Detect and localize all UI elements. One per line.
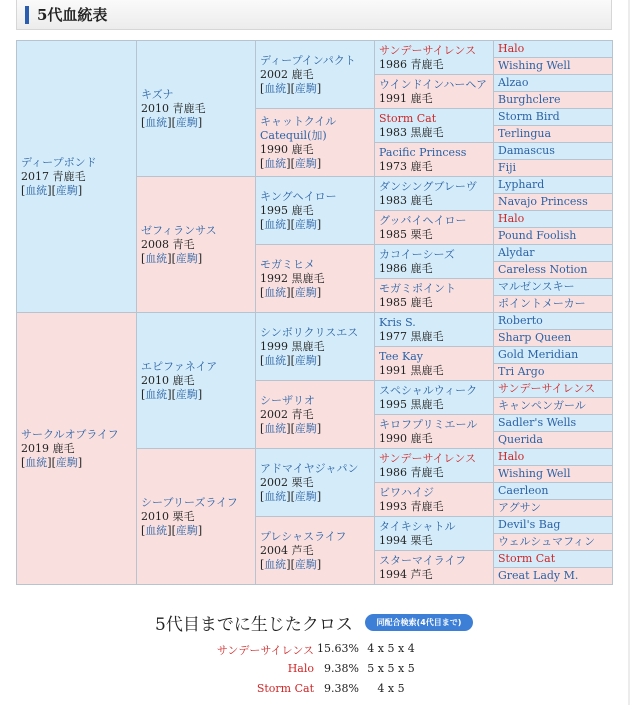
progeny-link[interactable]: 産駒 bbox=[55, 183, 78, 197]
horse-info: 2010 栗毛 bbox=[141, 509, 195, 523]
horse-name-link[interactable]: キズナ bbox=[141, 87, 174, 101]
horse-info: 1983 鹿毛 bbox=[379, 193, 433, 207]
horse-name-link[interactable]: Devil's Bag bbox=[498, 518, 561, 531]
bracket-mid: ][ bbox=[286, 217, 295, 231]
pedigree-cell-g1-1 bbox=[17, 313, 137, 585]
pedigree-cell-g5-4 bbox=[494, 109, 613, 126]
bracket-open: [ bbox=[21, 455, 26, 469]
same-breeding-search-button[interactable]: 同配合検索(4代目まで) bbox=[365, 614, 473, 631]
progeny-link[interactable]: 産駒 bbox=[294, 489, 317, 503]
horse-info: 1983 黒鹿毛 bbox=[379, 125, 444, 139]
horse-links bbox=[260, 218, 321, 231]
horse-info: 1992 黒鹿毛 bbox=[260, 271, 325, 285]
blood-link[interactable]: 血統 bbox=[25, 183, 48, 197]
horse-name-link[interactable]: シーブリーズライフ bbox=[141, 495, 238, 509]
cross-horse-link[interactable]: Storm Cat bbox=[256, 682, 314, 695]
bracket-open: [ bbox=[260, 557, 265, 571]
horse-name-link[interactable]: スペシャルウィーク bbox=[379, 383, 478, 397]
pedigree-cell-g3-7 bbox=[256, 517, 375, 585]
cross-generations: 5 x 5 x 5 bbox=[367, 662, 415, 675]
pedigree-cell-g5-20 bbox=[494, 381, 613, 398]
horse-info: 1999 黒鹿毛 bbox=[260, 339, 325, 353]
blood-link[interactable]: 血統 bbox=[264, 353, 287, 367]
horse-name-link[interactable]: アドマイヤジャパン bbox=[260, 461, 359, 475]
pedigree-cell-g5-28 bbox=[494, 517, 613, 534]
bracket-mid: ][ bbox=[286, 81, 295, 95]
horse-name-link[interactable]: Terlingua bbox=[498, 127, 552, 140]
pedigree-cell-g5-29 bbox=[494, 534, 613, 551]
pedigree-cell-g5-21 bbox=[494, 398, 613, 415]
cross-percentage: 9.38% bbox=[324, 682, 359, 695]
section-title: 5代血統表 bbox=[37, 6, 108, 24]
horse-info: 2010 青鹿毛 bbox=[141, 101, 206, 115]
pedigree-cell-g5-26 bbox=[494, 483, 613, 500]
pedigree-cell-g4-6 bbox=[375, 245, 494, 279]
horse-links bbox=[260, 82, 321, 95]
horse-name-link[interactable]: Caerleon bbox=[498, 484, 549, 497]
bracket-open: [ bbox=[260, 421, 265, 435]
horse-links bbox=[141, 116, 202, 129]
horse-info: 1986 青鹿毛 bbox=[379, 465, 444, 479]
horse-links bbox=[141, 524, 202, 537]
pedigree-cell-g5-6 bbox=[494, 143, 613, 160]
horse-name-link[interactable]: カコイーシーズ bbox=[379, 247, 455, 261]
horse-name-link[interactable]: マルゼンスキー bbox=[498, 280, 575, 293]
bracket-open: [ bbox=[141, 387, 146, 401]
horse-name-link[interactable]: サンデーサイレンス bbox=[498, 382, 596, 395]
pedigree-cell-g5-3 bbox=[494, 92, 613, 109]
pedigree-cell-g4-15 bbox=[375, 551, 494, 585]
blood-link[interactable]: 血統 bbox=[145, 387, 168, 401]
pedigree-cell-g5-30 bbox=[494, 551, 613, 568]
horse-info: 2002 栗毛 bbox=[260, 475, 314, 489]
horse-info: 1991 鹿毛 bbox=[379, 91, 433, 105]
progeny-link[interactable]: 産駒 bbox=[175, 523, 198, 537]
horse-info: 2002 鹿毛 bbox=[260, 67, 314, 81]
horse-name-link[interactable]: Sadler's Wells bbox=[498, 416, 577, 429]
pedigree-cell-g5-31 bbox=[494, 568, 613, 585]
page-scroll-edge bbox=[628, 0, 630, 705]
horse-info: 1973 鹿毛 bbox=[379, 159, 433, 173]
horse-info: 1991 黒鹿毛 bbox=[379, 363, 444, 377]
horse-name-link[interactable]: Storm Cat bbox=[379, 111, 437, 125]
bracket-open: [ bbox=[141, 251, 146, 265]
pedigree-cell-g5-17 bbox=[494, 330, 613, 347]
bracket-close: ] bbox=[197, 523, 203, 537]
horse-name-link[interactable]: Pacific Princess bbox=[379, 145, 467, 159]
horse-name-link[interactable]: モガミポイント bbox=[379, 281, 456, 295]
pedigree-cell-g5-18 bbox=[494, 347, 613, 364]
horse-name-link[interactable]: シーザリオ bbox=[260, 393, 315, 407]
horse-name-link[interactable]: モガミヒメ bbox=[260, 257, 315, 271]
cross-percentage: 9.38% bbox=[324, 662, 359, 675]
progeny-link[interactable]: 産駒 bbox=[175, 387, 198, 401]
horse-name-link[interactable]: シンボリクリスエス bbox=[260, 325, 359, 339]
horse-info: 2002 青毛 bbox=[260, 407, 314, 421]
progeny-link[interactable]: 産駒 bbox=[55, 455, 78, 469]
horse-name-link[interactable]: Wishing Well bbox=[498, 59, 571, 72]
cross-horse-link[interactable]: Halo bbox=[287, 662, 314, 675]
pedigree-cell-g5-13 bbox=[494, 262, 613, 279]
pedigree-cell-g5-11 bbox=[494, 228, 613, 245]
horse-links bbox=[141, 252, 202, 265]
horse-name-link[interactable]: Pound Foolish bbox=[498, 229, 577, 242]
progeny-link[interactable]: 産駒 bbox=[294, 217, 317, 231]
pedigree-cell-g4-3 bbox=[375, 143, 494, 177]
blood-link[interactable]: 血統 bbox=[264, 285, 287, 299]
pedigree-cell-g4-8 bbox=[375, 313, 494, 347]
horse-name-link[interactable]: サークルオブライフ bbox=[21, 427, 119, 441]
bracket-close: ] bbox=[316, 81, 322, 95]
bracket-close: ] bbox=[316, 489, 322, 503]
horse-info: 1990 鹿毛 bbox=[379, 431, 433, 445]
bracket-close: ] bbox=[197, 115, 203, 129]
horse-info: 1986 鹿毛 bbox=[379, 261, 433, 275]
blood-link[interactable]: 血統 bbox=[264, 217, 287, 231]
bracket-close: ] bbox=[316, 421, 322, 435]
horse-name-link[interactable]: ゼフィランサス bbox=[141, 223, 217, 237]
pedigree-row bbox=[17, 313, 613, 330]
blood-link[interactable]: 血統 bbox=[25, 455, 48, 469]
horse-name-link[interactable]: Kris S. bbox=[379, 315, 416, 329]
bracket-open: [ bbox=[260, 81, 265, 95]
pedigree-cell-g5-15 bbox=[494, 296, 613, 313]
horse-links bbox=[260, 157, 321, 170]
pedigree-cell-g4-13 bbox=[375, 483, 494, 517]
horse-name-link[interactable]: Roberto bbox=[498, 314, 543, 327]
blood-link[interactable]: 血統 bbox=[264, 81, 287, 95]
horse-info: 1995 鹿毛 bbox=[260, 203, 314, 217]
pedigree-cell-g2-2 bbox=[137, 313, 256, 449]
pedigree-cell-g5-5 bbox=[494, 126, 613, 143]
horse-info: 1993 青鹿毛 bbox=[379, 499, 444, 513]
horse-links bbox=[141, 388, 202, 401]
horse-info: 2010 鹿毛 bbox=[141, 373, 195, 387]
bracket-open: [ bbox=[260, 217, 265, 231]
horse-name-link[interactable]: Careless Notion bbox=[498, 263, 588, 276]
pedigree-cell-g3-4 bbox=[256, 313, 375, 381]
pedigree-cell-g5-8 bbox=[494, 177, 613, 194]
progeny-link[interactable]: 産駒 bbox=[294, 557, 317, 571]
pedigree-cell-g3-5 bbox=[256, 381, 375, 449]
pedigree-cell-g5-25 bbox=[494, 466, 613, 483]
horse-name-link[interactable]: プレシャスライフ bbox=[260, 529, 347, 543]
horse-name-link[interactable]: キロフプリミエール bbox=[379, 417, 478, 431]
bracket-open: [ bbox=[141, 115, 146, 129]
horse-name-link[interactable]: Lyphard bbox=[498, 178, 545, 191]
pedigree-cell-g3-3 bbox=[256, 245, 375, 313]
section-header bbox=[16, 0, 612, 30]
bracket-open: [ bbox=[260, 156, 265, 170]
horse-name-link[interactable]: ディープインパクト bbox=[260, 53, 356, 67]
horse-name-link[interactable]: スターマイライフ bbox=[379, 553, 467, 567]
pedigree-cell-g4-4 bbox=[375, 177, 494, 211]
pedigree-table bbox=[16, 40, 613, 585]
horse-info: 1990 鹿毛 bbox=[260, 142, 314, 156]
horse-name-link[interactable]: ウインドインハーヘア bbox=[379, 77, 488, 91]
bracket-mid: ][ bbox=[167, 115, 176, 129]
horse-name-link[interactable]: エピファネイア bbox=[141, 359, 218, 373]
pedigree-cell-g5-0 bbox=[494, 41, 613, 58]
horse-links bbox=[260, 422, 321, 435]
blood-link[interactable]: 血統 bbox=[264, 156, 287, 170]
horse-info: 1986 青鹿毛 bbox=[379, 57, 444, 71]
pedigree-cell-g3-6 bbox=[256, 449, 375, 517]
horse-name-link[interactable]: Wishing Well bbox=[498, 467, 571, 480]
horse-name-link[interactable]: アグサン bbox=[498, 501, 542, 514]
horse-links bbox=[260, 354, 321, 367]
horse-info: 1994 芦毛 bbox=[379, 567, 433, 581]
horse-info: 1985 栗毛 bbox=[379, 227, 433, 241]
pedigree-cell-g4-1 bbox=[375, 75, 494, 109]
horse-name-link[interactable]: キングヘイロー bbox=[260, 189, 337, 203]
blood-link[interactable]: 血統 bbox=[145, 251, 168, 265]
progeny-link[interactable]: 産駒 bbox=[294, 285, 317, 299]
bracket-mid: ][ bbox=[286, 489, 295, 503]
progeny-link[interactable]: 産駒 bbox=[294, 421, 317, 435]
bracket-open: [ bbox=[141, 523, 146, 537]
bracket-close: ] bbox=[316, 285, 322, 299]
pedigree-cell-g3-0 bbox=[256, 41, 375, 109]
horse-info: 1994 栗毛 bbox=[379, 533, 433, 547]
horse-info: 2019 鹿毛 bbox=[21, 441, 75, 455]
pedigree-cell-g4-7 bbox=[375, 279, 494, 313]
horse-name-link[interactable]: Burghclere bbox=[498, 93, 561, 106]
pedigree-cell-g5-14 bbox=[494, 279, 613, 296]
cross-generations: 4 x 5 bbox=[377, 682, 405, 695]
bracket-mid: ][ bbox=[167, 523, 176, 537]
bracket-close: ] bbox=[197, 387, 203, 401]
pedigree-cell-g4-2 bbox=[375, 109, 494, 143]
pedigree-cell-g4-9 bbox=[375, 347, 494, 381]
bracket-mid: ][ bbox=[286, 421, 295, 435]
horse-name-link[interactable]: Alydar bbox=[498, 246, 535, 259]
horse-name-link[interactable]: Storm Cat bbox=[498, 552, 556, 565]
horse-name-link[interactable]: ディープボンド bbox=[21, 155, 97, 169]
horse-name-link[interactable]: サンデーサイレンス bbox=[379, 451, 477, 465]
cross-row bbox=[0, 682, 634, 700]
horse-name-link[interactable]: Storm Bird bbox=[498, 110, 560, 123]
progeny-link[interactable]: 産駒 bbox=[294, 353, 317, 367]
horse-links bbox=[260, 558, 321, 571]
pedigree-cell-g5-7 bbox=[494, 160, 613, 177]
bracket-mid: ][ bbox=[286, 285, 295, 299]
pedigree-cell-g5-19 bbox=[494, 364, 613, 381]
horse-info: 1985 鹿毛 bbox=[379, 295, 433, 309]
pedigree-cell-g5-22 bbox=[494, 415, 613, 432]
pedigree-cell-g5-2 bbox=[494, 75, 613, 92]
horse-name-link[interactable]: サンデーサイレンス bbox=[379, 43, 477, 57]
pedigree-cell-g5-16 bbox=[494, 313, 613, 330]
horse-name-link[interactable]: Sharp Queen bbox=[498, 331, 572, 344]
pedigree-cell-g5-27 bbox=[494, 500, 613, 517]
horse-links bbox=[260, 490, 321, 503]
pedigree-cell-g5-12 bbox=[494, 245, 613, 262]
bracket-close: ] bbox=[197, 251, 203, 265]
pedigree-cell-g1-0 bbox=[17, 41, 137, 313]
bracket-mid: ][ bbox=[286, 353, 295, 367]
progeny-link[interactable]: 産駒 bbox=[294, 81, 317, 95]
horse-links bbox=[260, 286, 321, 299]
bracket-close: ] bbox=[77, 183, 83, 197]
cross-horse-link[interactable]: サンデーサイレンス bbox=[216, 644, 314, 657]
horse-links bbox=[21, 184, 82, 197]
pedigree-cell-g4-5 bbox=[375, 211, 494, 245]
blood-link[interactable]: 血統 bbox=[264, 421, 287, 435]
pedigree-cell-g5-9 bbox=[494, 194, 613, 211]
horse-links bbox=[21, 456, 82, 469]
header-accent-bar bbox=[25, 6, 29, 24]
bracket-mid: ][ bbox=[47, 455, 56, 469]
pedigree-cell-g5-10 bbox=[494, 211, 613, 228]
horse-name-link[interactable]: ビワハイジ bbox=[379, 485, 434, 499]
bracket-mid: ][ bbox=[167, 387, 176, 401]
horse-info: 2004 芦毛 bbox=[260, 543, 314, 557]
pedigree-cell-g4-10 bbox=[375, 381, 494, 415]
horse-name-link[interactable]: Fiji bbox=[498, 161, 517, 174]
pedigree-cell-g5-23 bbox=[494, 432, 613, 449]
horse-name-link[interactable]: Halo bbox=[498, 450, 525, 463]
pedigree-cell-g2-3 bbox=[137, 449, 256, 585]
blood-link[interactable]: 血統 bbox=[264, 489, 287, 503]
horse-name-link[interactable]: Halo bbox=[498, 42, 525, 55]
pedigree-cell-g5-24 bbox=[494, 449, 613, 466]
progeny-link[interactable]: 産駒 bbox=[294, 156, 317, 170]
pedigree-cell-g2-0 bbox=[137, 41, 256, 177]
horse-name-link[interactable]: グッバイヘイロー bbox=[379, 213, 467, 227]
blood-link[interactable]: 血統 bbox=[145, 523, 168, 537]
horse-name-link[interactable]: Halo bbox=[498, 212, 525, 225]
horse-name-link[interactable]: ダンシングブレーヴ bbox=[379, 179, 477, 193]
bracket-mid: ][ bbox=[167, 251, 176, 265]
progeny-link[interactable]: 産駒 bbox=[175, 115, 198, 129]
bracket-close: ] bbox=[77, 455, 83, 469]
pedigree-cell-g4-11 bbox=[375, 415, 494, 449]
progeny-link[interactable]: 産駒 bbox=[175, 251, 198, 265]
horse-name-link[interactable]: タイキシャトル bbox=[379, 519, 456, 533]
horse-name-link[interactable]: Tri Argo bbox=[498, 365, 545, 378]
pedigree-cell-g4-12 bbox=[375, 449, 494, 483]
horse-info: 1995 黒鹿毛 bbox=[379, 397, 444, 411]
cross-row bbox=[0, 642, 634, 660]
bracket-open: [ bbox=[260, 285, 265, 299]
horse-name-link[interactable]: Gold Meridian bbox=[498, 348, 579, 361]
bracket-mid: ][ bbox=[286, 557, 295, 571]
pedigree-cell-g5-1 bbox=[494, 58, 613, 75]
pedigree-cell-g4-0 bbox=[375, 41, 494, 75]
bracket-mid: ][ bbox=[47, 183, 56, 197]
pedigree-cell-g4-14 bbox=[375, 517, 494, 551]
blood-link[interactable]: 血統 bbox=[264, 557, 287, 571]
horse-name-link[interactable]: キャンペンガール bbox=[498, 399, 586, 412]
horse-name-link[interactable]: キャットクイル Catequil(加) bbox=[260, 114, 337, 142]
horse-name-link[interactable]: Damascus bbox=[498, 144, 555, 157]
bracket-close: ] bbox=[316, 156, 322, 170]
bracket-close: ] bbox=[316, 353, 322, 367]
bracket-close: ] bbox=[316, 557, 322, 571]
horse-info: 2008 青毛 bbox=[141, 237, 195, 251]
bracket-mid: ][ bbox=[286, 156, 295, 170]
horse-name-link[interactable]: Great Lady M. bbox=[498, 569, 579, 582]
bracket-open: [ bbox=[21, 183, 26, 197]
cross-percentage: 15.63% bbox=[317, 642, 359, 655]
pedigree-cell-g3-2 bbox=[256, 177, 375, 245]
horse-name-link[interactable]: Alzao bbox=[498, 76, 529, 89]
pedigree-cell-g3-1 bbox=[256, 109, 375, 177]
horse-name-link[interactable]: Tee Kay bbox=[379, 349, 423, 363]
cross-title: 5代目までに生じたクロス bbox=[155, 615, 353, 635]
horse-name-link[interactable]: ウェルシュマフィン bbox=[498, 535, 596, 548]
bracket-open: [ bbox=[260, 489, 265, 503]
blood-link[interactable]: 血統 bbox=[145, 115, 168, 129]
horse-info: 1977 黒鹿毛 bbox=[379, 329, 444, 343]
bracket-close: ] bbox=[316, 217, 322, 231]
pedigree-row bbox=[17, 41, 613, 58]
horse-name-link[interactable]: Querida bbox=[498, 433, 543, 446]
cross-row bbox=[0, 662, 634, 680]
cross-generations: 4 x 5 x 4 bbox=[367, 642, 415, 655]
pedigree-cell-g2-1 bbox=[137, 177, 256, 313]
horse-name-link[interactable]: ポイントメーカー bbox=[498, 297, 586, 310]
bracket-open: [ bbox=[260, 353, 265, 367]
horse-name-link[interactable]: Navajo Princess bbox=[498, 195, 588, 208]
horse-info: 2017 青鹿毛 bbox=[21, 169, 86, 183]
